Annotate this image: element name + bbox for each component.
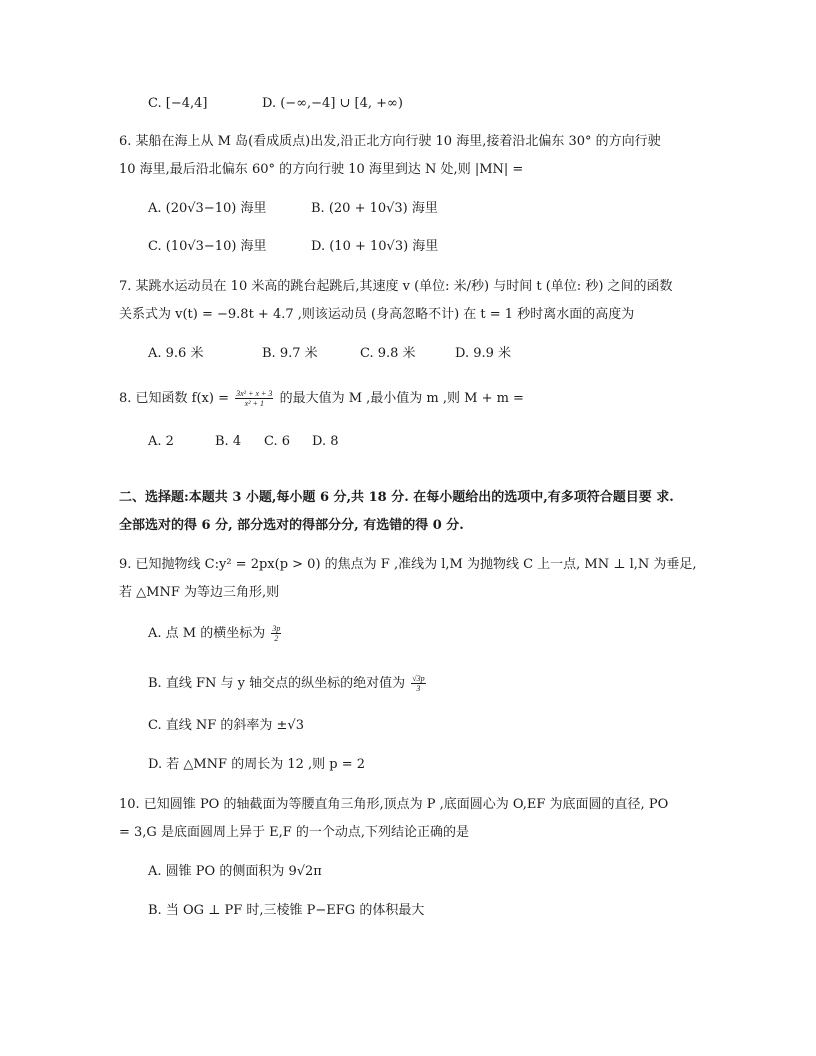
q8-option-b: B. 4 xyxy=(215,434,242,449)
q5-option-d: D. (−∞,−4] ∪ [4, +∞) xyxy=(262,96,403,111)
q9-option-a-denominator: 2 xyxy=(274,634,279,643)
q9-option-c: C. 直线 NF 的斜率为 ±√3 xyxy=(148,718,304,733)
q6-stem-line-2: 10 海里,最后沿北偏东 60° 的方向行驶 10 海里到达 N 处,则 |MN| = xyxy=(119,162,524,177)
q8-option-a: A. 2 xyxy=(148,434,174,449)
q8-fraction-denominator: x² + 1 xyxy=(244,399,264,408)
q8-stem-prefix: 8. 已知函数 f(x) = xyxy=(119,391,229,406)
section-2-line-2: 全部选对的得 6 分, 部分选对的得部分分, 有选错的得 0 分. xyxy=(119,518,464,533)
q8-option-d: D. 8 xyxy=(312,434,339,449)
section-2-line-1: 二、选择题:本题共 3 小题,每小题 6 分,共 18 分. 在每小题给出的选项中,有多项符合题目要 求. xyxy=(119,490,674,505)
q9-stem-line-1: 9. 已知抛物线 C:y² = 2px(p > 0) 的焦点为 F ,准线为 l,M 为抛物线 C 上一点, MN ⊥ l,N 为垂足, xyxy=(119,557,697,572)
q9-option-b-text: B. 直线 FN 与 y 轴交点的纵坐标的绝对值为 xyxy=(148,676,406,691)
q7-stem-line-1: 7. 某跳水运动员在 10 米高的跳台起跳后,其速度 v (单位: 米/秒) 与时间 t (单位: 秒) 之间的函数 xyxy=(119,279,673,294)
q8-function-fraction xyxy=(235,389,273,408)
q6-option-a: A. (20√3−10) 海里 xyxy=(148,201,267,216)
q9-option-b xyxy=(148,674,428,694)
q9-option-a xyxy=(148,624,283,644)
q9-option-b-denominator: 3 xyxy=(416,684,421,693)
q9-option-a-numerator: 3p xyxy=(272,624,281,633)
q6-option-c: C. (10√3−10) 海里 xyxy=(148,239,267,254)
q8-fraction-numerator: 3x² + x + 3 xyxy=(236,389,273,398)
q10-stem-line-2: = 3,G 是底面圆周上异于 E,F 的一个动点,下列结论正确的是 xyxy=(119,825,469,840)
q6-stem-line-1: 6. 某船在海上从 M 岛(看成质点)出发,沿正北方向行驶 10 海里,接着沿北偏东 30° 的方向行驶 xyxy=(119,134,661,149)
q8-stem-suffix: 的最大值为 M ,最小值为 m ,则 M + m = xyxy=(279,391,524,406)
q7-stem-line-2: 关系式为 v(t) = −9.8t + 4.7 ,则该运动员 (身高忽略不计) 在 t = 1 秒时离水面的高度为 xyxy=(119,307,635,322)
q9-option-a-text: A. 点 M 的横坐标为 xyxy=(148,626,266,641)
q7-option-b: B. 9.7 米 xyxy=(262,346,318,361)
q9-option-d: D. 若 △MNF 的周长为 12 ,则 p = 2 xyxy=(148,757,366,772)
q6-option-b: B. (20 + 10√3) 海里 xyxy=(311,201,438,216)
q9-option-b-fraction xyxy=(411,674,425,693)
q6-option-d: D. (10 + 10√3) 海里 xyxy=(311,239,439,254)
q7-option-a: A. 9.6 米 xyxy=(148,346,204,361)
q10-stem-line-1: 10. 已知圆锥 PO 的轴截面为等腰直角三角形,顶点为 P ,底面圆心为 O,EF 为底面圆的直径, PO xyxy=(119,797,669,812)
q8-stem xyxy=(119,389,524,409)
q7-option-c: C. 9.8 米 xyxy=(360,346,416,361)
q9-option-b-numerator: √3p xyxy=(412,674,425,683)
q5-option-c: C. [−4,4] xyxy=(148,96,208,111)
q7-option-d: D. 9.9 米 xyxy=(455,346,512,361)
q8-option-c: C. 6 xyxy=(264,434,291,449)
q9-stem-line-2: 若 △MNF 为等边三角形,则 xyxy=(119,585,280,600)
q10-option-b: B. 当 OG ⊥ PF 时,三棱锥 P−EFG 的体积最大 xyxy=(148,903,425,918)
q10-option-a: A. 圆锥 PO 的侧面积为 9√2π xyxy=(148,864,322,879)
q9-option-a-fraction xyxy=(271,624,281,643)
